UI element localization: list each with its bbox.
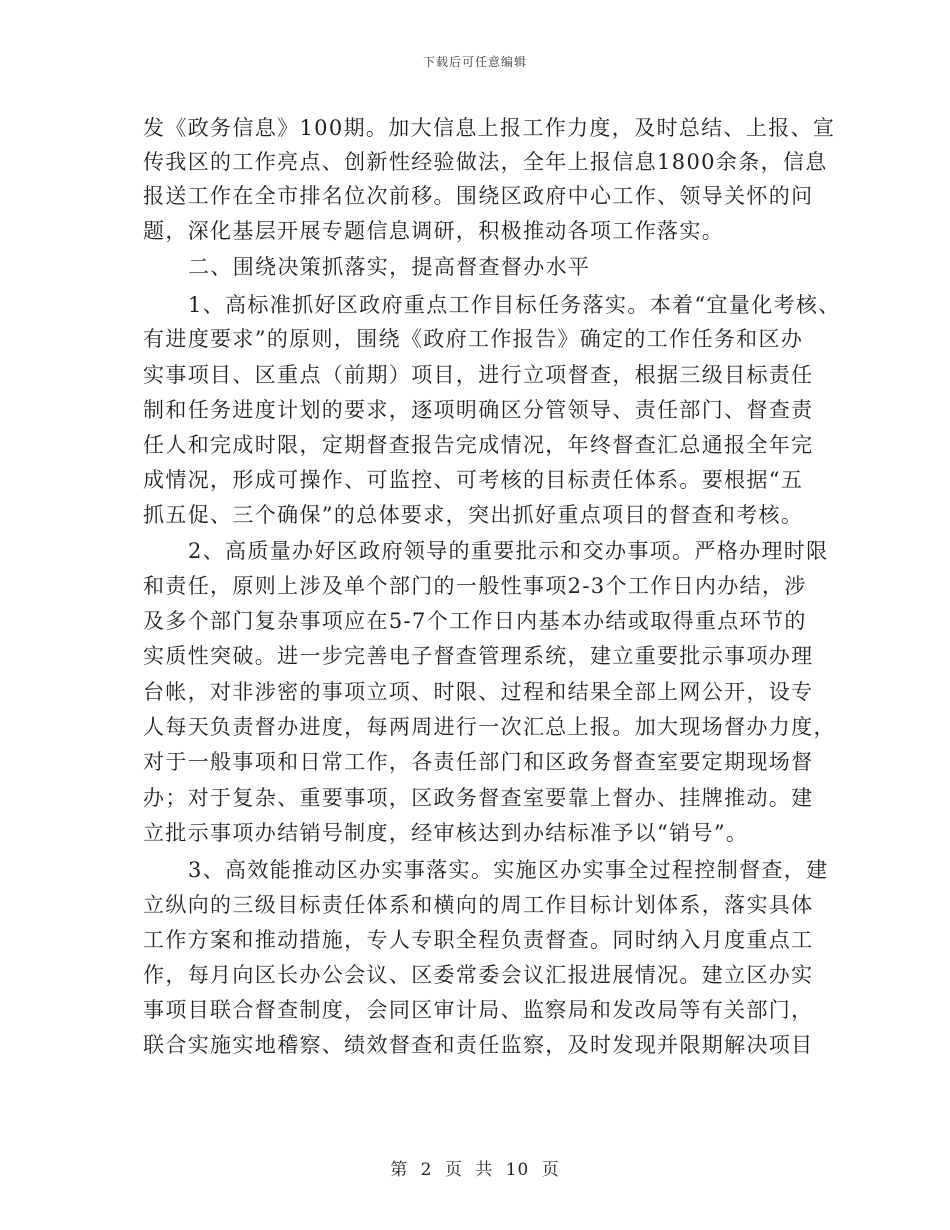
text-line: 实质性突破。进一步完善电子督查管理系统，建立重要批示事项办理 — [143, 644, 814, 668]
text-line: 和责任，原则上涉及单个部门的一般性事项2-3个工作日内办结，涉 — [143, 574, 807, 598]
page-footer: 第 2 页 共 10 页 — [390, 1160, 560, 1180]
text-line: 实事项目、区重点（前期）项目，进行立项督查，根据三级目标责任 — [143, 363, 814, 387]
text-line: 抓五促、三个确保”的总体要求，突出抓好重点项目的督查和考核。 — [143, 503, 804, 527]
text-line: 任人和完成时限，定期督查报告完成情况，年终督查汇总通报全年完 — [143, 433, 814, 457]
text-line: 传我区的工作亮点、创新性经验做法，全年上报信息1800余条，信息 — [143, 150, 828, 174]
text-line: 人每天负责督办进度，每两周进行一次汇总上报。加大现场督办力度， — [143, 715, 836, 739]
text-line: 作，每月向区长办公会议、区委常委会议汇报进展情况。建立区办实 — [143, 963, 814, 987]
text-line: 题，深化基层开展专题信息调研，积极推动各项工作落实。 — [143, 219, 725, 243]
text-line: 及多个部门复杂事项应在5-7个工作日内基本办结或取得重点环节的 — [143, 609, 807, 633]
text-line: 发《政务信息》100期。加大信息上报工作力度，及时总结、上报、宣 — [143, 116, 836, 140]
text-line: 3、高效能推动区办实事落实。实施区办实事全过程控制督查，建 — [188, 858, 829, 882]
text-line: 立纵向的三级目标责任体系和横向的周工作目标计划体系，落实具体 — [143, 893, 814, 917]
text-line: 2、高质量办好区政府领导的重要批示和交办事项。严格办理时限 — [188, 539, 829, 563]
text-line: 报送工作在全市排名位次前移。围绕区政府中心工作、领导关怀的问 — [143, 184, 814, 208]
text-line: 工作方案和推动措施，专人专职全程负责督查。同时纳入月度重点工 — [143, 928, 814, 952]
text-line: 联合实施实地稽察、绩效督查和责任监察，及时发现并限期解决项目 — [143, 1033, 814, 1057]
text-line: 对于一般事项和日常工作，各责任部门和区政务督查室要定期现场督 — [143, 750, 814, 774]
text-line: 立批示事项办结销号制度，经审核达到办结标准予以“销号”。 — [143, 821, 749, 845]
text-line: 事项目联合督查制度，会同区审计局、监察局和发改局等有关部门， — [143, 998, 814, 1022]
text-line: 办；对于复杂、重要事项，区政务督查室要靠上督办、挂牌推动。建 — [143, 786, 814, 810]
text-line: 1、高标准抓好区政府重点工作目标任务落实。本着“宜量化考核、 — [188, 293, 841, 317]
text-line: 制和任务进度计划的要求，逐项明确区分管领导、责任部门、督查责 — [143, 398, 814, 422]
section-heading: 二、围绕决策抓落实，提高督查督办水平 — [188, 255, 591, 279]
page-header: 下载后可任意编辑 — [422, 55, 527, 69]
text-line: 成情况，形成可操作、可监控、可考核的目标责任体系。要根据“五 — [143, 468, 804, 492]
text-line: 有进度要求”的原则，围绕《政府工作报告》确定的工作任务和区办 — [143, 327, 804, 351]
text-line: 台帐，对非涉密的事项立项、时限、过程和结果全部上网公开，设专 — [143, 680, 814, 704]
